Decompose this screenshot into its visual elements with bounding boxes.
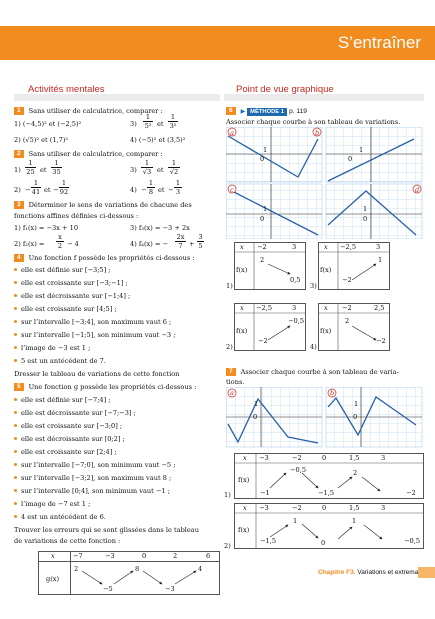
table-x: −3 xyxy=(259,504,269,512)
axis-one: 1 xyxy=(363,205,368,213)
table-x: 0 xyxy=(322,504,327,512)
list-item: elle est croissante sur [4;5] ; xyxy=(14,305,117,313)
frac-den: 41 xyxy=(31,188,41,197)
table-value: 4 xyxy=(198,565,203,573)
list-item: elle est définie sur [−3;5] ; xyxy=(14,266,111,274)
table-value: 0 xyxy=(321,539,326,547)
table-value: 1 xyxy=(293,517,298,525)
list-item: elle est décroissante sur [−1;4] ; xyxy=(14,292,130,300)
exercise-number: 3 xyxy=(14,201,24,209)
frac-den: 3 xyxy=(175,188,181,197)
table-value: −0,5 xyxy=(404,537,421,545)
table-x: −2 xyxy=(292,454,302,462)
item: + xyxy=(189,240,195,248)
item: 1) f₁(x) = −3x + 10 xyxy=(14,224,79,232)
exercise-number: 5 xyxy=(14,383,24,391)
exercise-outro: Dresser le tableau de variations de cette fonction xyxy=(14,370,180,378)
axis-one: 1 xyxy=(254,400,259,408)
table-x: −2 xyxy=(257,243,267,251)
table-value: 2 xyxy=(74,565,79,573)
exercise-prompt: Associer chaque courbe à son tableau de variations. xyxy=(226,118,401,126)
table-number: 4) xyxy=(310,343,317,351)
item: 3) f₃(x) = −3 + 2x xyxy=(130,224,190,232)
frac-num: 1 xyxy=(33,179,39,187)
table-f-label: f(x) xyxy=(236,327,248,335)
frac-den: 2 xyxy=(57,242,63,251)
table-number: 2) xyxy=(224,542,231,550)
table-x: 1,5 xyxy=(349,504,360,512)
table-value: −5 xyxy=(103,585,113,593)
list-item: 5 est un antécédent de 7. xyxy=(14,357,106,365)
item: 3) xyxy=(130,120,137,128)
table-x: −7 xyxy=(73,552,83,560)
item-num: 1) xyxy=(14,166,21,174)
table-x-label: x xyxy=(324,243,328,251)
list-item: elle est croissante sur [−3;0] ; xyxy=(14,422,122,430)
table-number: 1) xyxy=(226,282,233,290)
table-value: −1 xyxy=(260,489,270,497)
exercise-number: 7 xyxy=(226,368,236,376)
frac-den: 7 xyxy=(175,241,186,250)
item: 4) (−5)² et (3,5)² xyxy=(130,136,186,144)
list-item: elle est décroissante sur [0;2] ; xyxy=(14,435,125,443)
frac-num: 1 xyxy=(61,179,67,187)
exercise-number: 4 xyxy=(14,254,24,262)
frac-den: 5 xyxy=(198,242,203,251)
table-value: −0,5 xyxy=(288,317,305,325)
minus: − xyxy=(53,186,59,194)
minus: − xyxy=(25,186,31,194)
table-value: 1 xyxy=(352,517,357,525)
frac-num: 1 xyxy=(171,159,177,167)
and-text: et xyxy=(158,186,165,194)
table-x: 0 xyxy=(142,552,147,560)
axis-one: 1 xyxy=(263,205,268,213)
frac-den: 92 xyxy=(59,188,69,197)
item-num: 2) xyxy=(14,186,21,194)
axis-one: 1 xyxy=(263,146,268,154)
frac-num: 3 xyxy=(198,233,203,241)
exercise-number: 1 xyxy=(14,107,24,115)
frac-num: 1 xyxy=(28,159,33,167)
axis-zero: 0 xyxy=(348,155,353,163)
table-x: 0 xyxy=(322,454,327,462)
list-item: elle est croissante sur [−3;−1] ; xyxy=(14,279,128,287)
table-value: −0,5 xyxy=(290,466,307,474)
frac-den: 3² xyxy=(169,122,177,131)
table-value: −2 xyxy=(376,337,386,345)
table-f-label: f(x) xyxy=(320,327,332,335)
table-x-label: x xyxy=(324,304,328,312)
exercise-prompt: fonctions affines définies ci-dessous : xyxy=(14,212,139,220)
table-value: −2 xyxy=(342,276,352,284)
table-value: 2 xyxy=(345,317,350,325)
banner xyxy=(0,26,435,60)
table-f-label: f(x) xyxy=(236,266,248,274)
table-x: 6 xyxy=(206,552,211,560)
table-value: 1 xyxy=(378,256,383,264)
frac-den: 25 xyxy=(26,168,35,177)
exercise-prompt: Sans utiliser de calculatrice, comparer : xyxy=(28,150,163,158)
table-value: −2 xyxy=(258,337,268,345)
table-value: 0,5 xyxy=(290,276,301,284)
graph-label: b xyxy=(330,389,335,397)
table-x-label: x xyxy=(243,454,247,462)
table-value: 8 xyxy=(135,565,140,573)
list-item: sur l’intervalle [−1;5], son minimum vaut −3 ; xyxy=(14,331,175,339)
graph-label: a xyxy=(230,389,234,397)
exercise-number: 2 xyxy=(14,150,24,158)
frac-num: 2x xyxy=(176,233,185,241)
page-ref: p. 119 xyxy=(289,108,307,115)
item: 2) f₂(x) = xyxy=(14,240,45,248)
table-x: 3 xyxy=(292,304,297,312)
exercise-outro: Trouver les erreurs qui se sont glissées dans le tableau xyxy=(14,526,199,534)
table-f-label: g(x) xyxy=(46,575,60,583)
table-x: −2,5 xyxy=(256,304,273,312)
table-x-label: x xyxy=(243,504,247,512)
graph-label: a xyxy=(230,129,234,137)
table-x-label: x xyxy=(51,552,55,560)
table-x: 1,5 xyxy=(349,454,360,462)
exercise-number: 6 xyxy=(226,107,236,115)
table-number: 3) xyxy=(310,282,317,290)
table-value: −1,5 xyxy=(318,489,335,497)
list-item: elle est définie sur [−7;4] ; xyxy=(14,396,111,404)
frac-num: x xyxy=(58,233,62,241)
table-value: −1,5 xyxy=(260,537,277,545)
list-item: sur l’intervalle [0;4], son minimum vaut −1 ; xyxy=(14,487,170,495)
frac-num: 1 xyxy=(54,159,59,167)
table-number: 1) xyxy=(224,491,231,499)
table-x: 3 xyxy=(381,504,386,512)
frac-num: 1 xyxy=(148,179,154,187)
table-number: 2) xyxy=(226,343,233,351)
axis-one: 1 xyxy=(354,400,359,408)
table-x: −3 xyxy=(105,552,115,560)
method-link[interactable]: MÉTHODE 1 xyxy=(247,108,287,116)
table-x: 3 xyxy=(381,454,386,462)
table-x: 3 xyxy=(292,243,297,251)
graph-label: d xyxy=(415,186,420,194)
frac-den: √3 xyxy=(142,168,152,177)
item: 1) (−4,5)² et (−2,5)² xyxy=(14,120,82,128)
graph-label: b xyxy=(315,129,320,137)
table-f-label: f(x) xyxy=(238,476,250,484)
exercise-outro: de variations de cette fonction : xyxy=(14,537,121,545)
item-num: 4) xyxy=(130,186,137,194)
item: − 4 xyxy=(67,240,79,248)
list-item: elle est croissante sur [2;4] ; xyxy=(14,448,117,456)
section-title-right: Point de vue graphique xyxy=(236,84,334,95)
table-value: −2 xyxy=(406,489,416,497)
table-x: 3 xyxy=(376,243,381,251)
item: 4) f₄(x) = − xyxy=(130,240,169,248)
table-x-label: x xyxy=(240,243,244,251)
graphs-ex6 xyxy=(226,127,424,239)
exercise-prompt: tions. xyxy=(226,378,245,386)
table-x-label: x xyxy=(240,304,244,312)
exercise-prompt: Sans utiliser de calculatrice, comparer : xyxy=(28,107,163,115)
banner-title: S’entraîner xyxy=(337,33,421,52)
frac-den: 8 xyxy=(148,188,154,197)
frac-num: 1 xyxy=(145,113,151,121)
variation-table-lines xyxy=(234,453,424,549)
table-x: −3 xyxy=(259,454,269,462)
table-f-label: f(x) xyxy=(238,526,250,534)
graph-label: c xyxy=(230,186,234,194)
table-value: 2 xyxy=(353,469,358,477)
and-text: et xyxy=(44,186,51,194)
axis-zero: 0 xyxy=(253,413,258,421)
list-item: sur l’intervalle [−7;0], son minimum vaut −5 ; xyxy=(14,461,175,469)
and-text: et xyxy=(40,166,47,174)
minus: − xyxy=(168,186,174,194)
and-text: et xyxy=(157,120,164,128)
minus: − xyxy=(141,186,147,194)
axis-zero: 0 xyxy=(260,155,265,163)
list-item: sur l’intervalle [−3;4], son maximum vaut 6 ; xyxy=(14,318,171,326)
exercise-prompt: Une fonction g possède les propriétés ci-dessous : xyxy=(28,383,197,391)
exercise-prompt: Une fonction f possède les propriétés ci-dessous : xyxy=(28,254,195,262)
frac-num: 1 xyxy=(175,179,181,187)
list-item: sur l’intervalle [−3;2], son maximum vaut 8 ; xyxy=(14,474,171,482)
play-icon: ▶ xyxy=(240,108,248,115)
frac-den: 35 xyxy=(52,168,61,177)
list-item: elle est décroissante sur [−7;−3] ; xyxy=(14,409,136,417)
axis-zero: 0 xyxy=(363,215,368,223)
list-item: 4 est un antécédent de 6. xyxy=(14,513,106,521)
table-f-label: f(x) xyxy=(320,266,332,274)
and-text: et xyxy=(157,166,164,174)
exercise-prompt: Associer chaque courbe à son tableau de varia- xyxy=(240,368,399,376)
frac-den: 5² xyxy=(144,122,152,131)
axis-one: 1 xyxy=(359,146,364,154)
variation-arrows xyxy=(38,551,220,595)
table-value: 2 xyxy=(260,256,265,264)
table-x: 2 xyxy=(173,552,178,560)
list-item: l’image de −7 est 1 ; xyxy=(14,500,90,508)
chapter-label: Chapitre F3. xyxy=(318,569,356,576)
frac-den: √2 xyxy=(169,168,179,177)
table-x: −2 xyxy=(342,304,352,312)
footer xyxy=(318,569,431,577)
section-title-left: Activités mentales xyxy=(28,84,105,95)
table-value: −3 xyxy=(165,585,175,593)
axis-zero: 0 xyxy=(353,413,358,421)
frac-num: 1 xyxy=(144,159,150,167)
table-x: 2,5 xyxy=(374,304,385,312)
item-num: 3) xyxy=(130,166,137,174)
item: 2) (√5)² et (1,7)² xyxy=(14,136,69,144)
frac-num: 1 xyxy=(170,113,176,121)
chapter-title: Variations et extrema xyxy=(357,569,419,576)
page-tab xyxy=(418,567,435,578)
list-item: l’image de −3 est 1 ; xyxy=(14,344,90,352)
table-x: −2,5 xyxy=(340,243,357,251)
table-x: −2 xyxy=(292,504,302,512)
exercise-prompt: Déterminer le sens de variations de chacune des xyxy=(28,201,192,209)
axis-zero: 0 xyxy=(260,215,265,223)
